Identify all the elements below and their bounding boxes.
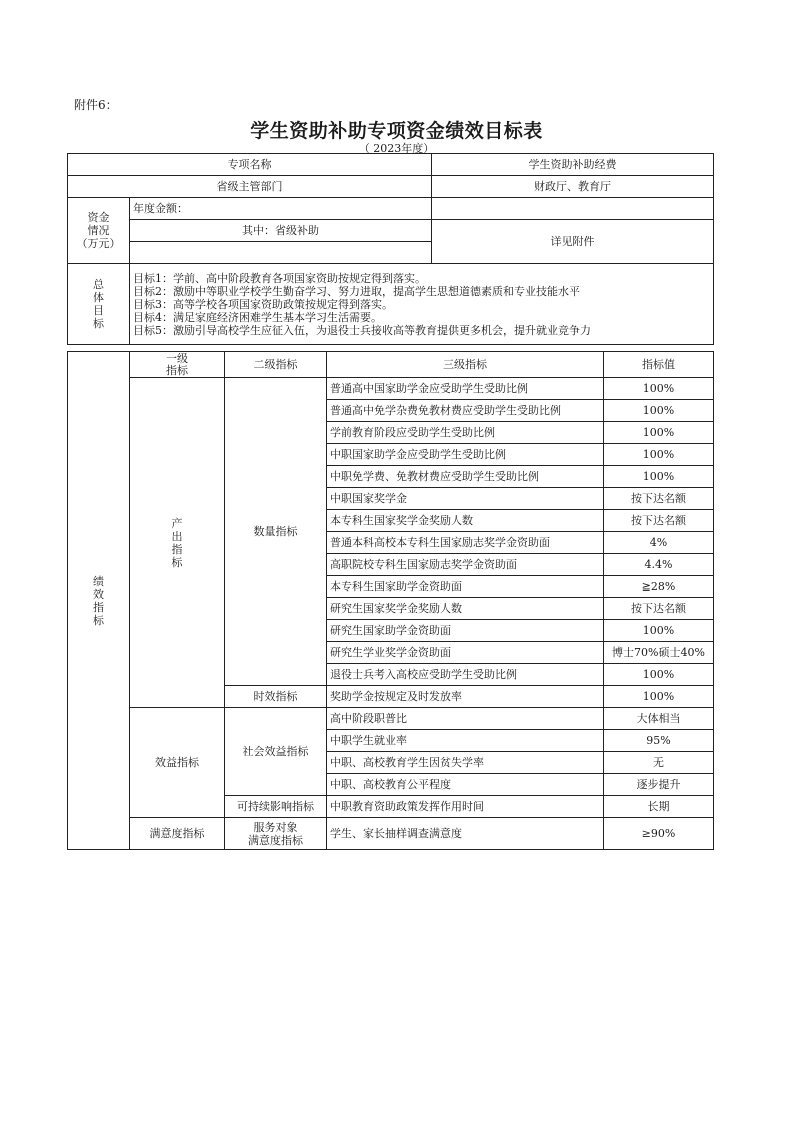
indicator-name: 普通高中国家助学金应受助学生受助比例 bbox=[327, 378, 604, 400]
indicator-value: 按下达名额 bbox=[604, 488, 714, 510]
indicator-value: ≥90% bbox=[604, 818, 714, 850]
goal-item: 目标1：学前、高中阶段教育各项国家资助按规定得到落实。 bbox=[133, 271, 426, 285]
goal-item: 目标5：激励引导高校学生应征入伍，为退役士兵接收高等教育提供更多机会，提升就业竞争力 bbox=[133, 323, 591, 337]
satisfaction-indicator-label: 满意度指标 bbox=[130, 818, 225, 850]
indicator-name: 中职国家奖学金 bbox=[327, 488, 604, 510]
output-indicator-label: 产 出 指 标 bbox=[130, 378, 225, 708]
overall-goal-label: 总 体 目 标 bbox=[68, 264, 130, 345]
indicator-name: 中职、高校教育学生因贫失学率 bbox=[327, 752, 604, 774]
indicator-value: 100% bbox=[604, 466, 714, 488]
indicator-name: 中职教育资助政策发挥作用时间 bbox=[327, 796, 604, 818]
indicator-value: 长期 bbox=[604, 796, 714, 818]
indicator-value: 按下达名额 bbox=[604, 598, 714, 620]
indicator-value: 逐步提升 bbox=[604, 774, 714, 796]
indicator-value: 大体相当 bbox=[604, 708, 714, 730]
indicator-name: 普通高中免学杂费免教材费应受助学生受助比例 bbox=[327, 400, 604, 422]
goal-item: 目标2：激励中等职业学校学生勤奋学习、努力进取，提高学生思想道德素质和专业技能水平 bbox=[133, 284, 580, 298]
indicator-value: 95% bbox=[604, 730, 714, 752]
indicator-value: 4% bbox=[604, 532, 714, 554]
annual-amount-label: 年度金额： bbox=[130, 198, 432, 220]
page-title: 学生资助补助专项资金绩效目标表 bbox=[250, 120, 543, 142]
overall-goal-text bbox=[130, 264, 714, 345]
indicator-name: 研究生国家助学金资助面 bbox=[327, 620, 604, 642]
year-label: （ 2023年度） bbox=[358, 142, 435, 155]
indicator-value: 100% bbox=[604, 620, 714, 642]
indicator-name: 中职免学费、免教材费应受助学生受助比例 bbox=[327, 466, 604, 488]
see-attachment-text: 详见附件 bbox=[432, 220, 714, 264]
indicator-name: 学生、家长抽样调查满意度 bbox=[327, 818, 604, 850]
indicator-value: 100% bbox=[604, 686, 714, 708]
project-name-label: 专项名称 bbox=[68, 154, 432, 176]
indicator-name: 退役士兵考入高校应受助学生受助比例 bbox=[327, 664, 604, 686]
goal-item: 目标3：高等学校各项国家资助政策按规定得到落实。 bbox=[133, 297, 393, 311]
project-name-value: 学生资助补助经费 bbox=[432, 154, 714, 176]
goal-item: 目标4：满足家庭经济困难学生基本学习生活需要。 bbox=[133, 310, 382, 324]
indicator-value: ≧28% bbox=[604, 576, 714, 598]
indicator-name: 高中阶段职普比 bbox=[327, 708, 604, 730]
performance-table bbox=[67, 351, 714, 850]
indicator-value: 100% bbox=[604, 378, 714, 400]
funds-empty-cell bbox=[130, 242, 432, 264]
indicator-value: 4.4% bbox=[604, 554, 714, 576]
indicator-name: 中职国家助学金应受助学生受助比例 bbox=[327, 444, 604, 466]
col-header-level1: 一级 指标 bbox=[130, 352, 225, 378]
indicator-name: 学前教育阶段应受助学生受助比例 bbox=[327, 422, 604, 444]
social-benefit-label: 社会效益指标 bbox=[225, 708, 327, 796]
indicator-value: 100% bbox=[604, 444, 714, 466]
annual-amount-value bbox=[432, 198, 714, 220]
timeliness-indicator-label: 时效指标 bbox=[225, 686, 327, 708]
dept-value: 财政厅、教育厅 bbox=[432, 176, 714, 198]
col-header-level2: 二级指标 bbox=[225, 352, 327, 378]
col-header-level3: 三级指标 bbox=[327, 352, 604, 378]
funds-label: 资金 情况 （万元） bbox=[68, 198, 130, 264]
indicator-name: 研究生国家奖学金奖励人数 bbox=[327, 598, 604, 620]
indicator-value: 100% bbox=[604, 400, 714, 422]
indicator-value: 100% bbox=[604, 422, 714, 444]
indicator-value: 按下达名额 bbox=[604, 510, 714, 532]
dept-label: 省级主管部门 bbox=[68, 176, 432, 198]
indicator-name: 研究生学业奖学金资助面 bbox=[327, 642, 604, 664]
benefit-indicator-label: 效益指标 bbox=[130, 708, 225, 818]
provincial-subsidy-label: 其中：省级补助 bbox=[130, 220, 432, 242]
summary-table bbox=[67, 153, 714, 345]
attachment-label: 附件6： bbox=[74, 98, 118, 112]
performance-label: 绩 效 指 标 bbox=[68, 352, 130, 850]
indicator-value: 无 bbox=[604, 752, 714, 774]
indicator-name: 普通本科高校本专科生国家励志奖学金资助面 bbox=[327, 532, 604, 554]
indicator-name: 中职、高校教育公平程度 bbox=[327, 774, 604, 796]
indicator-value: 博士70%硕士40% bbox=[604, 642, 714, 664]
service-satisfaction-label: 服务对象 满意度指标 bbox=[225, 818, 327, 850]
indicator-name: 中职学生就业率 bbox=[327, 730, 604, 752]
sustainable-impact-label: 可持续影响指标 bbox=[225, 796, 327, 818]
indicator-name: 奖助学金按规定及时发放率 bbox=[327, 686, 604, 708]
indicator-name: 高职院校专科生国家励志奖学金资助面 bbox=[327, 554, 604, 576]
indicator-name: 本专科生国家奖学金奖励人数 bbox=[327, 510, 604, 532]
quantity-indicator-label: 数量指标 bbox=[225, 378, 327, 686]
col-header-value: 指标值 bbox=[604, 352, 714, 378]
indicator-value: 100% bbox=[604, 664, 714, 686]
indicator-name: 本专科生国家助学金资助面 bbox=[327, 576, 604, 598]
